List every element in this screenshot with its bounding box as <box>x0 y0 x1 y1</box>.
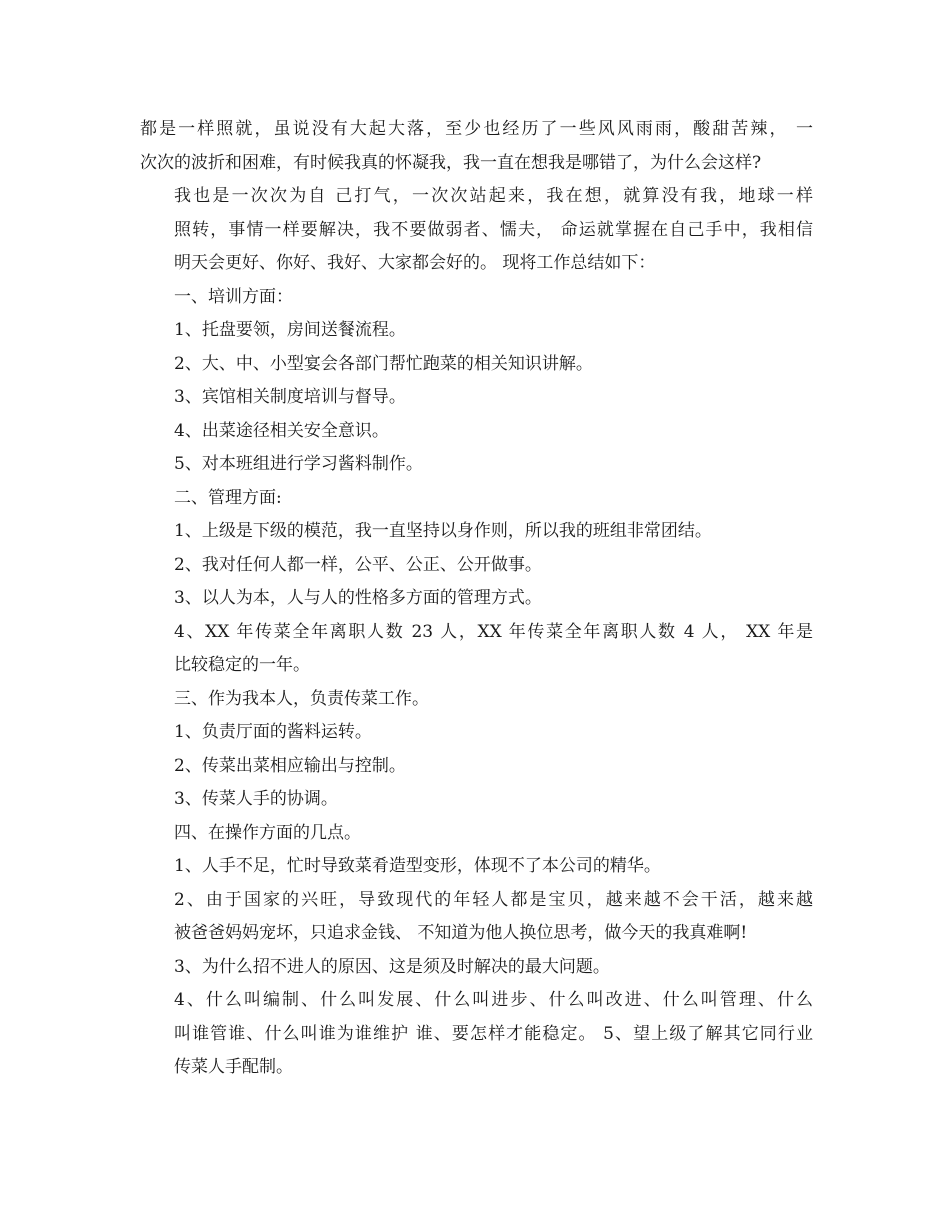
paragraph <box>140 716 813 750</box>
text-line: 3、以人为本，人与人的性格多方面的管理方式。 <box>174 588 542 608</box>
paragraph <box>140 381 813 415</box>
paragraph <box>140 113 813 180</box>
paragraph <box>140 850 813 884</box>
text-line: 2、传菜出菜相应输出与控制。 <box>174 755 406 776</box>
paragraph <box>140 951 813 985</box>
text-line: 1、人手不足，忙时导致菜肴造型变形，体现不了本公司的精华。 <box>174 856 661 876</box>
paragraph <box>140 582 813 616</box>
text-line: 1、上级是下级的模范，我一直坚持以身作则，所以我的班组非常团结。 <box>174 521 712 541</box>
paragraph <box>140 314 813 348</box>
text-line: 比较稳定的一年。 <box>174 655 310 675</box>
paragraph <box>140 549 813 583</box>
text-line: 2、由于国家的兴旺，导致现代的年轻人都是宝贝，越来越不会干活，越来越 <box>174 889 813 910</box>
text-line: 3、传菜人手的协调。 <box>174 789 338 809</box>
text-line: 被爸爸妈妈宠坏，只追求金钱、 不知道为他人换位思考，做今天的我真难啊! <box>174 923 748 943</box>
text-line: 都是一样照就，虽说没有大起大落，至少也经历了一些风风雨雨，酸甜苦辣， 一 <box>140 119 813 139</box>
text-line: 2、大、中、小型宴会各部门帮忙跑菜的相关知识讲解。 <box>174 353 593 374</box>
text-line: 3、为什么招不进人的原因、这是须及时解决的最大问题。 <box>174 956 610 977</box>
paragraph <box>140 448 813 482</box>
text-line: 5、对本班组进行学习酱料制作。 <box>174 454 423 474</box>
paragraph <box>140 281 813 315</box>
paragraph <box>140 984 813 1085</box>
paragraph <box>140 884 813 951</box>
paragraph <box>140 817 813 851</box>
text-line: 1、负责厅面的酱料运转。 <box>174 722 372 742</box>
text-line: 叫谁管谁、什么叫谁为谁维护 谁、要怎样才能稳定。 5、望上级了解其它同行业 <box>174 1023 813 1044</box>
paragraph <box>140 616 813 683</box>
text-line: 4、出菜途径相关安全意识。 <box>174 420 389 441</box>
text-line: 2、我对任何人都一样，公平、公正、公开做事。 <box>174 554 542 575</box>
paragraph <box>140 683 813 717</box>
paragraph <box>140 348 813 382</box>
paragraph <box>140 482 813 516</box>
text-line: 我也是一次次为自 己打气，一次次站起来，我在想，就算没有我，地球一样 <box>174 186 813 206</box>
text-line: 三、作为我本人，负责传菜工作。 <box>174 688 429 709</box>
text-line: 1、托盘要领，房间送餐流程。 <box>174 320 406 340</box>
paragraph <box>140 515 813 549</box>
text-line: 明天会更好、你好、我好、大家都会好的。 现将工作总结如下： <box>174 253 656 273</box>
text-line: 二、管理方面: <box>174 487 282 508</box>
text-line: 次次的波折和困难，有时候我真的怀凝我，我一直在想我是哪错了，为什么会这样? <box>140 152 762 173</box>
text-line: 3、宾馆相关制度培训与督导。 <box>174 387 406 407</box>
text-line: 4、XX 年传菜全年离职人数 23 人，XX 年传菜全年离职人数 4 人， XX 年是 <box>174 621 813 642</box>
text-line: 四、在操作方面的几点。 <box>174 822 361 843</box>
text-line: 4、什么叫编制、什么叫发展、什么叫进步、什么叫改进、什么叫管理、什么 <box>174 990 813 1010</box>
text-line: 传菜人手配制。 <box>174 1057 293 1077</box>
text-line: 一、培训方面： <box>174 286 293 307</box>
paragraph <box>140 415 813 449</box>
paragraph <box>140 180 813 281</box>
paragraph <box>140 750 813 784</box>
text-line: 照转，事情一样要解决，我不要做弱者、懦夫， 命运就掌握在自己手中，我相信 <box>174 219 813 240</box>
document-body <box>140 113 813 1085</box>
paragraph <box>140 783 813 817</box>
